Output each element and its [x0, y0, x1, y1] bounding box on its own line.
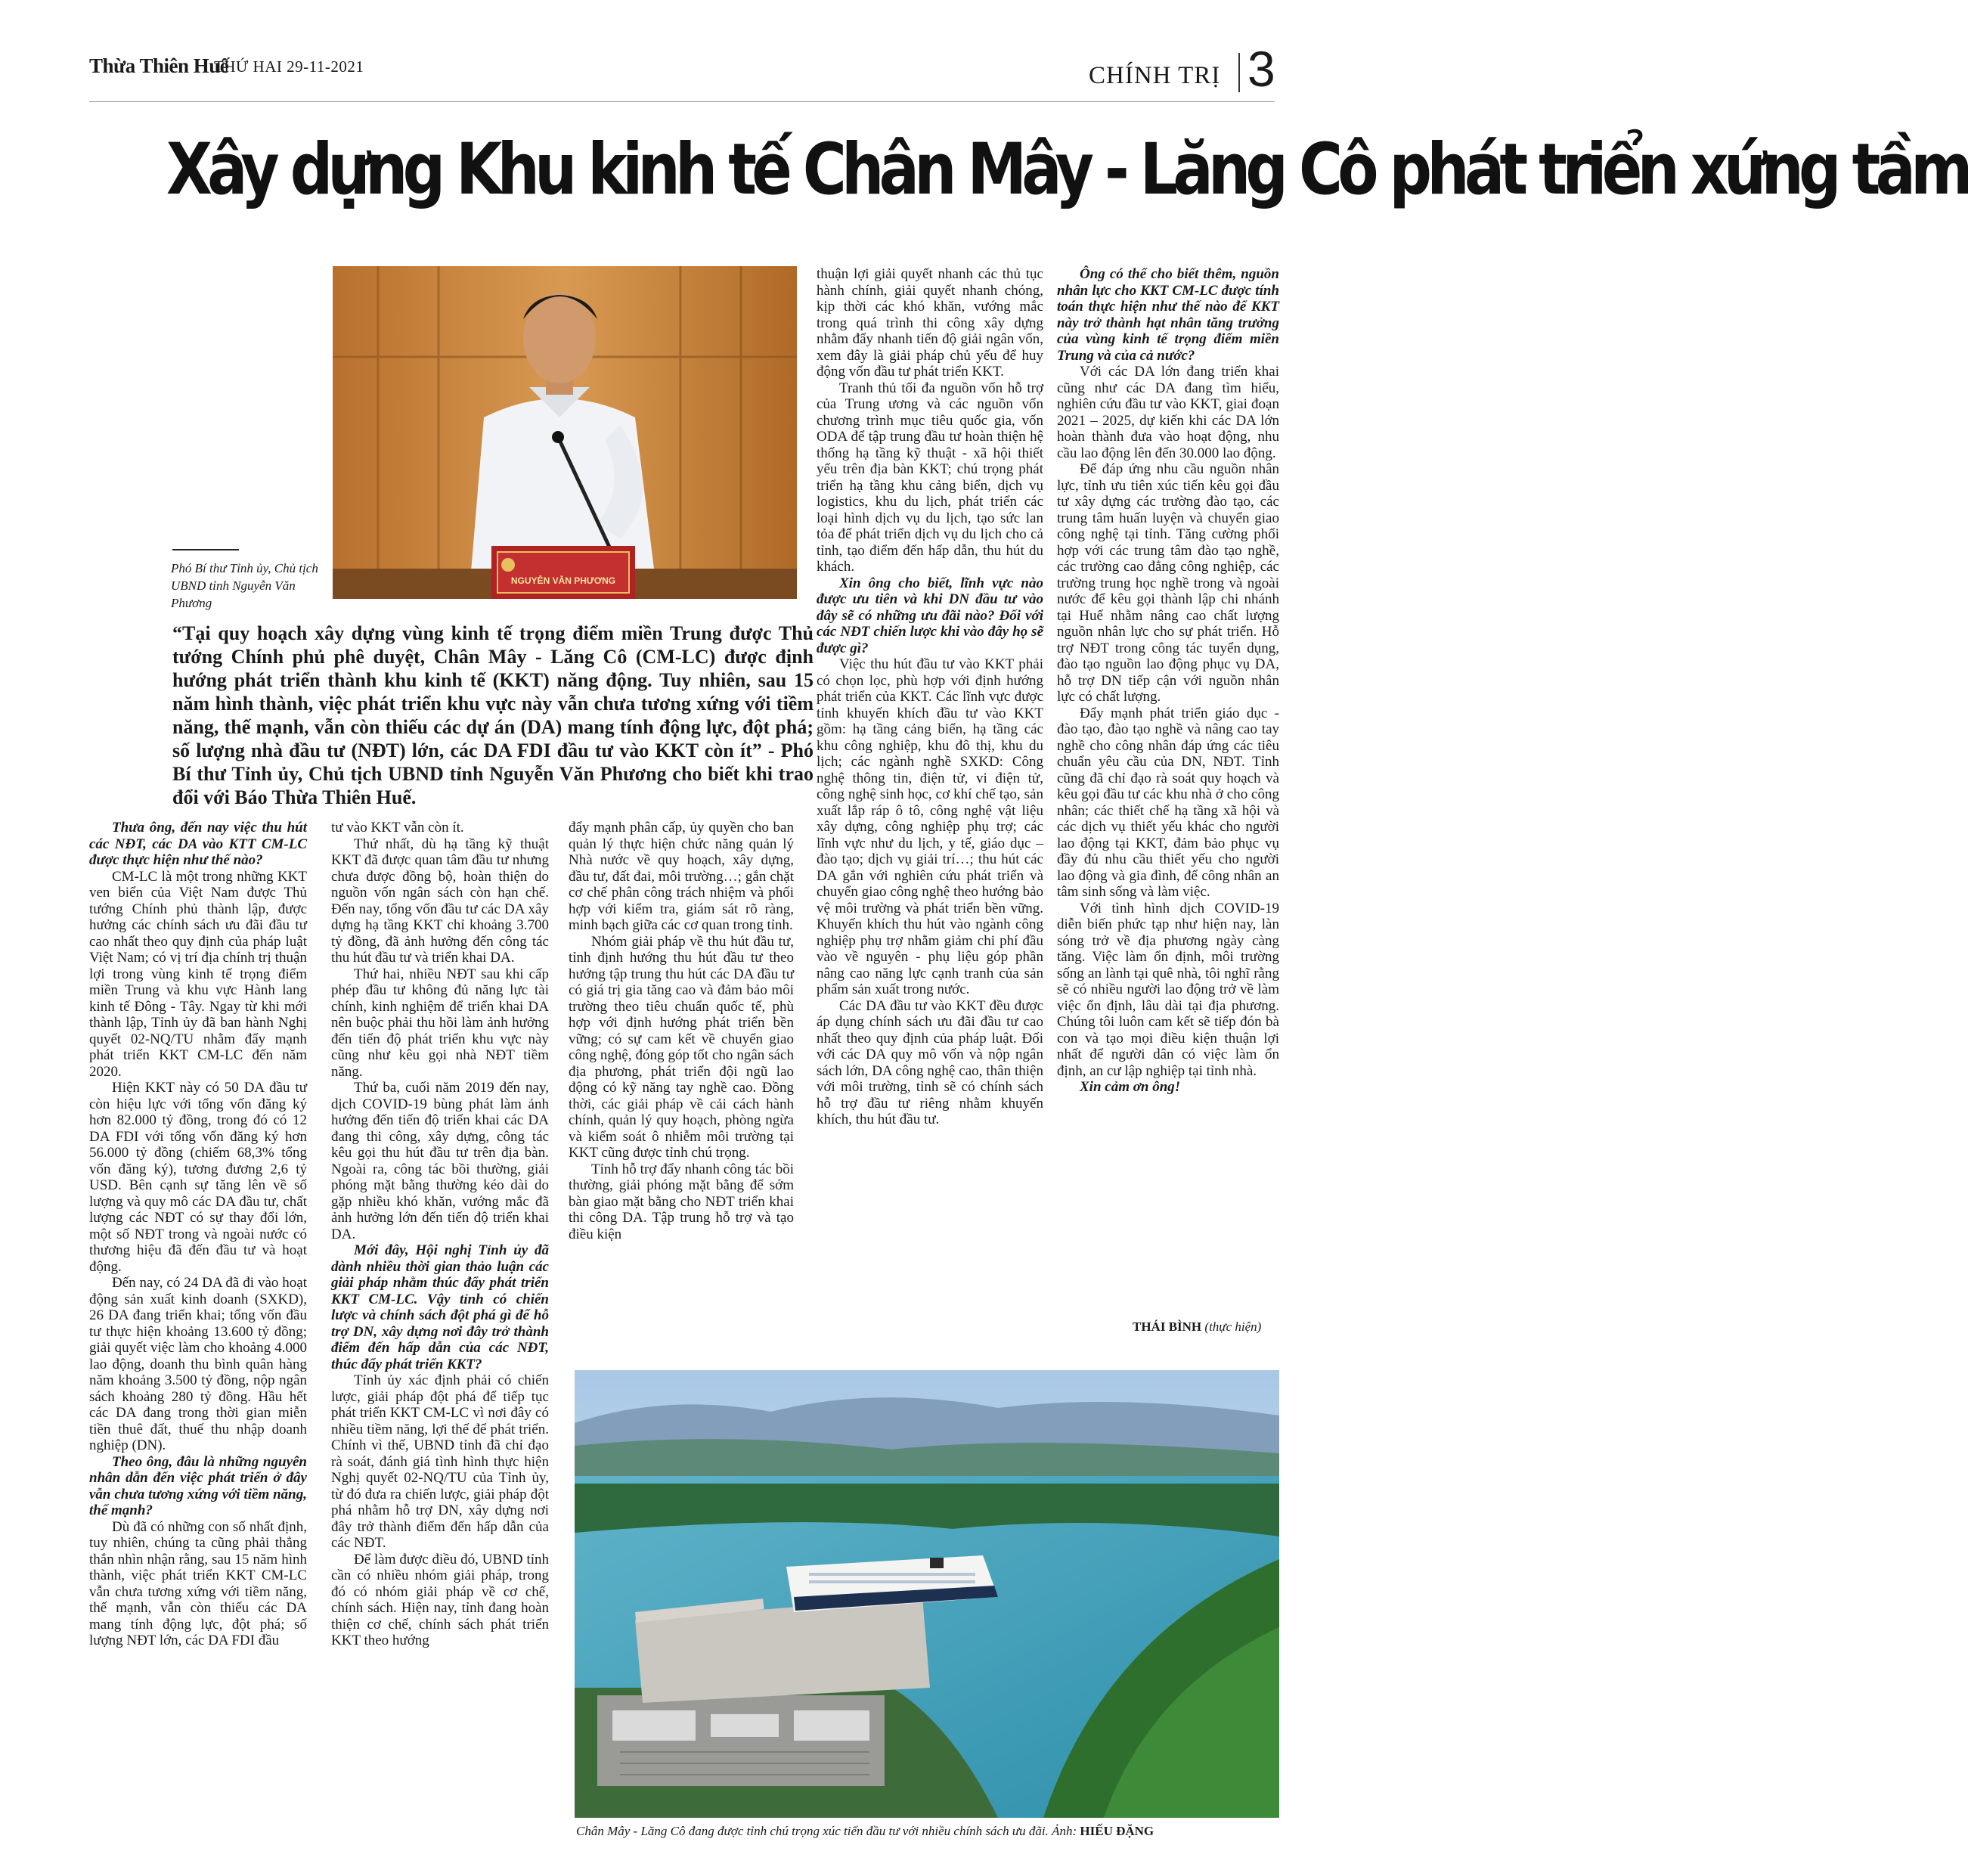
question: Ông có thể cho biết thêm, nguồn nhân lực cho KKT CM-LC được tính toán thực hiện như thế nào để KKT này trở thành hạt nhân tăng trưởng của vùng kinh tế trọng điểm miền Trung và của cả nước?: [1057, 266, 1279, 364]
paragraph: Các DA đầu tư vào KKT đều được áp dụng chính sách ưu đãi đầu tư cao nhất theo quy định của pháp luật. Đối với các DA quy mô vốn và nộp ngân sách lớn, DA công nghệ cao, thân thiện với môi trường, tỉnh sẽ có chính sách hỗ trợ đầu tư riêng nhằm khuyến khích, thu hút đầu tư.: [817, 997, 1043, 1127]
section-name: CHÍNH TRỊ: [1089, 62, 1221, 89]
photo-credit-name: HIẾU ĐẶNG: [1080, 1824, 1154, 1838]
photo-caption-text: Chân Mây - Lăng Cô đang được tỉnh chú trọng xúc tiến đầu tư với nhiều chính sách ưu đãi.: [576, 1824, 1049, 1838]
byline-name: THÁI BÌNH: [1133, 1319, 1202, 1334]
paragraph: Để làm được điều đó, UBND tỉnh cần có nhiều nhóm giải pháp, trong đó có nhóm giải pháp về cơ chế, chính sách. Hiện nay, tỉnh đang hoàn thiện cơ chế, chính sách phát triển KKT theo hướng: [331, 1551, 549, 1648]
paragraph: Thứ nhất, dù hạ tầng kỹ thuật KKT đã được quan tâm đầu tư nhưng chưa được đồng bộ, hoàn thiện do nguồn vốn ngân sách còn hạn chế. Đến nay, tổng vốn đầu tư các DA xây dựng hạ tầng KKT chỉ khoảng 3.700 tỷ đồng, đã ảnh hưởng đến công tác thu hút đầu tư và triển khai DA.: [331, 836, 549, 966]
paragraph: Để đáp ứng nhu cầu nguồn nhân lực, tỉnh ưu tiên xúc tiến kêu gọi đầu tư xây dựng các trường đào tạo, các trung tâm huấn luyện và chuyển giao công nghệ tại tỉnh. Tăng cường phối hợp với các trung tâm đào tạo nghề, các trường cao đẳng công nghiệp, các trường trung học nghề trong và ngoài nước để kêu gọi thành lập chi nhánh tại Huế nhằm nâng cao chất lượng nguồn nhân lực cho sự phát triển. Hỗ trợ NĐT trong công tác tuyển dụng, đào tạo nguồn lao động phục vụ DA, hỗ trợ DN tiếp cận với nguồn nhân lực có chất lượng.: [1057, 461, 1279, 705]
paragraph: đẩy mạnh phân cấp, ủy quyền cho ban quản lý thực hiện chức năng quản lý Nhà nước về quy hoạch, xây dựng, đầu tư, đất đai, môi trường…; gắn chặt cơ chế phân công trách nhiệm và phối hợp với kiểm tra, giám sát rõ ràng, minh bạch giữa các cơ quan trong tỉnh.: [569, 820, 794, 933]
caption-rule: [172, 549, 239, 550]
paragraph: tư vào KKT vẫn còn ít.: [331, 820, 464, 836]
photo-credit-label: Ảnh:: [1052, 1824, 1077, 1838]
nameplate-text: NGUYỄN VĂN PHƯƠNG: [510, 575, 616, 586]
byline-role: (thực hiện): [1204, 1319, 1262, 1334]
header-rule: [89, 101, 1275, 102]
section-divider: [1238, 53, 1240, 92]
paragraph: Tỉnh hỗ trợ đẩy nhanh công tác bồi thường, giải phóng mặt bằng để sớm bàn giao mặt bằng cho NĐT triển khai thi công DA. Tập trung hỗ trợ và tạo điều kiện: [569, 1161, 794, 1242]
column-2: [331, 820, 549, 1649]
paragraph: Việc thu hút đầu tư vào KKT phải có chọn lọc, phù hợp với định hướng phát triển của KKT. Các lĩnh vực được tỉnh khuyến khích đầu tư vào KKT gồm: hạ tầng cảng biển, hạ tầng các khu công nghiệp, khu đô thị, khu du lịch; các ngành nghề SXKD: Công nghệ thông tin, điện tử, vi điện tử, công nghệ sinh học, cơ khí chế tạo, sản xuất lắp ráp ô tô, công nghệ vật liệu xây dựng, công nghiệp phụ trợ; các lĩnh vực như du lịch, y tế, giáo dục – đào tạo; dịch vụ giải trí…; thu hút các DA gắn với nghiên cứu phát triển và chuyển giao công nghệ theo hướng bảo vệ môi trường và phát triển bền vững. Khuyến khích thu hút vào ngành công nghiệp phụ trợ nhằm giảm chi phí đầu vào về nguyên - phụ liệu góp phần nâng cao năng lực cạnh tranh của sản phẩm sản xuất trong nước.: [817, 656, 1043, 997]
column-1: [89, 820, 307, 1649]
paragraph: Đến nay, có 24 DA đã đi vào hoạt động sản xuất kinh doanh (SXKD), 26 DA đang triển khai; tổng vốn đầu tư thực hiện khoảng 13.600 tỷ đồng; giải quyết việc làm cho khoảng 4.000 lao động, doanh thu bình quân hàng năm khoảng 3.500 tỷ đồng, nộp ngân sách khoảng 280 tỷ đồng. Hầu hết các DA đang trong thời gian miễn tiền thuê đất, thuế thu nhập doanh nghiệp (DN).: [89, 1275, 307, 1453]
paragraph: Dù đã có những con số nhất định, tuy nhiên, chúng ta cũng phải thẳng thắn nhìn nhận rằng, sau 15 năm hình thành, việc phát triển KKT CM-LC vẫn chưa tương xứng với tiềm năng, thế mạnh, vẫn còn thiếu các DA mang tính động lực, đột phá; số lượng NĐT lớn, các DA FDI đầu: [89, 1518, 307, 1648]
paragraph: Nhóm giải pháp về thu hút đầu tư, tỉnh định hướng thu hút đầu tư theo hướng tập trung thu hút các DA đầu tư có giá trị gia tăng cao và đảm bảo môi trường theo tiêu chuẩn quốc tế, phù hợp với định hướng phát triển bền vững; có sự cam kết về chuyển giao công nghệ, đóng góp tốt cho ngân sách địa phương, phát triển đội ngũ lao động có kỹ năng tay nghề cao. Đồng thời, các giải pháp về cải cách hành chính, quản lý quy hoạch, phòng ngừa và kiểm soát ô nhiễm môi trường tại KKT cũng được tỉnh chú trọng.: [569, 933, 794, 1161]
paragraph: Đẩy mạnh phát triển giáo dục - đào tạo, đào tạo nghề và nâng cao tay nghề cho công nhân đáp ứng các tiêu chuẩn yêu cầu của DN, NĐT. Tỉnh cũng đã chỉ đạo rà soát quy hoạch và kêu gọi đầu tư các khu nhà ở cho công nhân; các thiết chế hạ tầng xã hội và các dịch vụ thiết yếu khác cho người lao động tại KKT, đảm bảo phục vụ đầy đủ nhu cầu thiết yếu cho người lao động và gia đình, để công nhân an tâm sinh sống và làm việc.: [1057, 705, 1279, 900]
paragraph: CM-LC là một trong những KKT ven biển của Việt Nam được Thủ tướng Chính phủ thành lập, được hưởng các chính sách ưu đãi đầu tư cao nhất theo quy định của pháp luật Việt Nam; có vị trí địa chính trị thuận lợi trong vùng kinh tế trọng điểm miền Trung và khu vực Hành lang kinh tế Đông - Tây. Ngay từ khi mới thành lập, Tỉnh ủy đã ban hành Nghị quyết 02-NQ/TU nhằm đẩy mạnh phát triển KKT CM-LC đến năm 2020.: [89, 868, 307, 1080]
paragraph: Với các DA lớn đang triển khai cũng như các DA đang tìm hiểu, nghiên cứu đầu tư vào KKT, giai đoạn 2021 – 2025, dự kiến khi các DA lớn hoàn thành đưa vào hoạt động, nhu cầu lao động lên đến 30.000 lao động.: [1057, 364, 1279, 461]
column-5: [1057, 266, 1279, 1096]
paragraph: Hiện KKT này có 50 DA đầu tư còn hiệu lực với tổng vốn đăng ký hơn 82.000 tỷ đồng, trong đó có 12 DA FDI với tổng vốn đăng ký hơn 56.000 tỷ đồng (chiếm 68,3% tổng vốn đăng ký), tương đương 2,6 tỷ USD. Bên cạnh sự tăng lên về số lượng và quy mô các DA đầu tư, chất lượng các NĐT có sự thay đổi lớn, một số NĐT trong và ngoài nước có thương hiệu đã đến đầu tư và hoạt động.: [89, 1080, 307, 1275]
question: Mới đây, Hội nghị Tỉnh ủy đã dành nhiều thời gian thảo luận các giải pháp nhằm thúc đẩy phát triển KKT CM-LC. Vậy tỉnh có chiến lược và chính sách đột phá gì để hỗ trợ DN, xây dựng nơi đây trở thành điểm đến hấp dẫn của các NĐT, thúc đẩy phát triển KKT?: [331, 1242, 549, 1372]
paragraph: Với tình hình dịch COVID-19 diễn biến phức tạp như hiện nay, làn sóng trở về địa phương ngày càng tăng. Việc làm ổn định, môi trường sống an lành tại quê nhà, tôi nghĩ rằng sẽ có nhiều người lao động trở về làm việc ổn định, lâu dài tại địa phương. Chúng tôi luôn cam kết sẽ tiếp đón bà con và tạo mọi điều kiện thuận lợi nhất để người dân có việc làm ổn định, an cư lập nghiệp tại tỉnh nhà.: [1057, 900, 1279, 1079]
paragraph: Thứ hai, nhiều NĐT sau khi cấp phép đầu tư không đủ năng lực tài chính, kinh nghiệm để triển khai DA nên buộc phải thu hồi làm ảnh hưởng đến tiến độ phát triển khu vực này cũng như kêu gọi nhà NĐT tiềm năng.: [331, 966, 549, 1080]
paragraph: Tỉnh ủy xác định phải có chiến lược, giải pháp đột phá để tiếp tục phát triển KKT CM-LC vì nơi đây có nhiều tiềm năng, lợi thế để phát triển. Chính vì thế, UBND tỉnh đã chỉ đạo rà soát, đánh giá tình hình thực hiện Nghị quyết 02-NQ/TU của Tỉnh ủy, từ đó đưa ra chiến lược, giải pháp đột phá nhằm hỗ trợ DN, xây dựng nơi đây trở thành điểm đến hấp dẫn của các NĐT.: [331, 1372, 549, 1551]
closing-thanks: Xin cảm ơn ông!: [1080, 1079, 1181, 1095]
newspaper-name: Thừa Thiên Huế: [89, 54, 229, 77]
aerial-illustration: [575, 1370, 1279, 1818]
page-number: 3: [1247, 41, 1275, 97]
question: Theo ông, đâu là những nguyên nhân dẫn đến việc phát triển ở đây vẫn chưa tương xứng với tiềm năng, thế mạnh?: [89, 1453, 307, 1518]
paragraph: Thứ ba, cuối năm 2019 đến nay, dịch COVID-19 bùng phát làm ảnh hưởng đến tiến độ triển khai các DA đang thi công, xây dựng, công tác kêu gọi thu hút đầu tư trên địa bàn. Ngoài ra, công tác bồi thường, giải phóng mặt bằng thường kéo dài do gặp nhiều khó khăn, vướng mắc đã ảnh hưởng lớn đến tiến độ triển khai DA.: [331, 1080, 549, 1242]
paragraph: thuận lợi giải quyết nhanh các thủ tục hành chính, giải quyết nhanh chóng, kịp thời các khó khăn, vướng mắc trong quá trình thi công xây dựng nhằm đẩy nhanh tiến độ giải ngân vốn, xem đây là giải pháp chủ yếu để huy động vốn đầu tư phát triển KKT.: [817, 266, 1043, 380]
aerial-port-photo: [575, 1370, 1279, 1818]
question: Thưa ông, đến nay việc thu hút các NĐT, các DA vào KTT CM-LC được thực hiện như thế nào?: [89, 820, 307, 868]
photo-caption: [576, 1824, 1279, 1839]
paragraph: Tranh thủ tối đa nguồn vốn hỗ trợ của Trung ương và các nguồn vốn chương trình mục tiêu quốc gia, vốn ODA để tập trung đầu tư hoàn thiện hệ thống hạ tầng kỹ thuật - xã hội thiết yếu trên địa bàn KKT; chú trọng phát triển hạ tầng khu cảng biển, dịch vụ logistics, khu du lịch, phát triển các loại hình dịch vụ du lịch, tạo sức lan tỏa để phát triển dịch vụ du lịch cho cả tỉnh, tạo điểm đến hấp dẫn, thu hút du khách.: [817, 380, 1043, 575]
column-4: [817, 266, 1043, 1128]
byline: [1133, 1319, 1261, 1335]
portrait-caption: Phó Bí thư Tỉnh ủy, Chủ tịch UBND tỉnh Nguyễn Văn Phương: [171, 561, 318, 610]
portrait-photo: [333, 266, 797, 599]
portrait-illustration: [333, 266, 797, 599]
question: Xin ông cho biết, lĩnh vực nào được ưu tiên và khi DN đầu tư vào đây sẽ có những ưu đãi nào? Đối với các NĐT chiến lược khi vào đây họ sẽ được gì?: [817, 575, 1043, 656]
issue-date: THỨ HAI 29-11-2021: [214, 57, 364, 76]
article-headline: Xây dựng Khu kinh tế Chân Mây - Lăng Cô phát triển xứng tầm: [166, 129, 1968, 211]
lead-paragraph: “Tại quy hoạch xây dựng vùng kinh tế trọng điểm miền Trung được Thủ tướng Chính phủ phê duyệt, Chân Mây - Lăng Cô (CM-LC) được định hướng phát triển thành khu kinh tế (KKT) năng động. Tuy nhiên, sau 15 năm hình thành, việc phát triển khu vực này vẫn chưa tương xứng với tiềm năng, thế mạnh, vẫn còn thiếu các dự án (DA) mang tính động lực, đột phá; số lượng nhà đầu tư (NĐT) lớn, các DA FDI đầu tư vào KKT còn ít” - Phó Bí thư Tỉnh ủy, Chủ tịch UBND tỉnh Nguyễn Văn Phương cho biết khi trao đổi với Báo Thừa Thiên Huế.: [172, 622, 814, 808]
column-3: [569, 820, 794, 1242]
